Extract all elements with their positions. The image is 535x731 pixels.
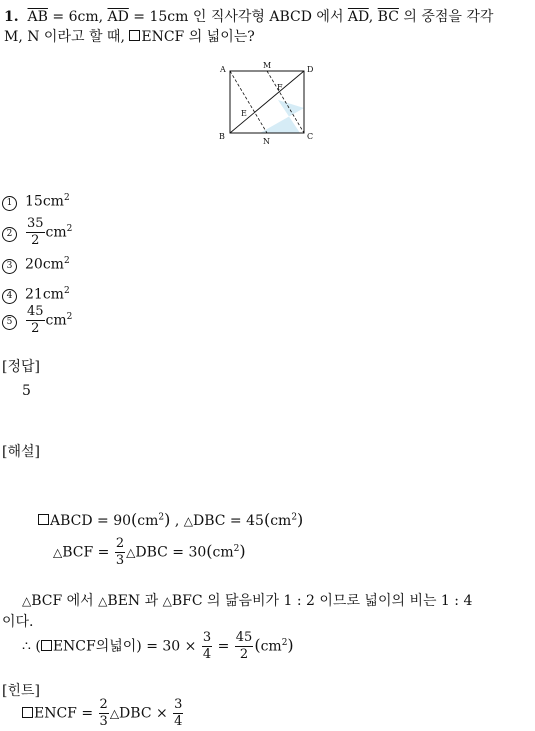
numerator: 3 (174, 697, 183, 712)
choice-5[interactable] (2, 304, 72, 337)
paren-close: ) (239, 541, 246, 561)
paren-open: ( (263, 510, 271, 529)
explanation-eq-1 (38, 510, 303, 529)
separator: , (170, 513, 184, 529)
hint-label: [힌트] (2, 683, 40, 699)
segment-ad: $\overline{AD}$ (107, 9, 129, 25)
fraction (99, 697, 109, 730)
triangle-icon: △ (53, 545, 63, 560)
triangle-icon: △ (98, 594, 108, 608)
answer-label: [정답] (2, 359, 40, 375)
denominator: 2 (239, 647, 249, 662)
question-text-end: 의 중점을 각각 (398, 9, 494, 25)
superscript: 2 (63, 256, 70, 266)
choice-text: 21cm (25, 286, 64, 303)
label-c: C (307, 132, 314, 141)
denominator: 3 (99, 714, 108, 729)
ab-value: = 6cm, (47, 9, 108, 25)
text: BFC 의 닮음비가 1 : 2 이므로 넓이의 비는 1 : 4 (171, 593, 473, 609)
triangle-icon: △ (183, 514, 193, 528)
comma: , (368, 9, 378, 25)
eq-text: BCF = (62, 544, 114, 561)
choice-text: 20cm (25, 256, 64, 273)
unit: cm (45, 312, 67, 329)
superscript: 2 (281, 637, 288, 648)
explanation-label: [해설] (2, 444, 40, 460)
choice-text: 15cm (25, 193, 64, 210)
fraction (202, 630, 212, 663)
choice-number: 2 (2, 227, 17, 242)
square-icon (22, 707, 33, 718)
paren-close: ) (164, 510, 171, 529)
rectangle-figure (210, 58, 325, 150)
eq-text: ENCF의넓이) = 30 × (52, 638, 201, 655)
label-f: F (277, 83, 283, 92)
eq-text: ∴ ( (22, 638, 41, 655)
equals: = (213, 638, 234, 655)
explanation-eq-2 (53, 536, 246, 569)
paren-close: ) (287, 635, 294, 655)
segment-ab: $\overline{AB}$ (27, 9, 48, 25)
superscript: 2 (158, 512, 165, 523)
fraction (26, 304, 45, 337)
superscript: 2 (291, 512, 298, 523)
denominator: 4 (202, 647, 212, 662)
paren-close: ) (297, 510, 304, 529)
explanation-text-line-1 (22, 590, 472, 610)
question-number: 1. (4, 9, 19, 25)
paren-open: ( (131, 510, 138, 529)
label-a: A (220, 65, 226, 74)
superscript: 2 (66, 223, 73, 234)
segment-bc: $\overline{BC}$ (377, 9, 399, 25)
fraction (26, 216, 45, 249)
question-line2-post: ENCF 의 넓이는? (141, 29, 255, 45)
unit: cm (45, 224, 67, 241)
fraction (235, 630, 254, 663)
explanation-text-line-2: 이다. (2, 614, 34, 630)
fraction (115, 536, 125, 569)
segment-ad-2: $\overline{AD}$ (347, 9, 369, 25)
text: BCF 에서 (31, 593, 99, 609)
numerator: 35 (27, 216, 44, 231)
choice-1[interactable] (2, 193, 70, 211)
superscript: 2 (63, 193, 70, 203)
denominator: 3 (115, 553, 125, 568)
unit: cm (270, 513, 292, 529)
numerator: 45 (235, 630, 253, 645)
square-icon (129, 30, 140, 41)
label-d: D (307, 65, 314, 74)
numerator: 3 (202, 630, 212, 645)
denominator: 4 (174, 714, 183, 729)
explanation-eq-3 (22, 630, 294, 663)
choice-number: 1 (2, 196, 17, 211)
eq-text: DBC × (119, 705, 173, 722)
superscript: 2 (233, 543, 240, 554)
triangle-icon: △ (22, 594, 32, 608)
question-line2-pre: M, N 이라고 할 때, (4, 29, 130, 45)
label-b: B (219, 132, 225, 141)
choice-number: 5 (2, 315, 17, 330)
unit: cm (212, 544, 234, 561)
eq-text: ABCD = 90 (50, 513, 132, 529)
shaded-region (260, 100, 304, 133)
answer-value: 5 (22, 383, 31, 399)
eq-text: DBC = 45 (193, 513, 264, 529)
numerator: 45 (27, 304, 44, 319)
choice-4[interactable] (2, 286, 70, 304)
triangle-icon: △ (109, 706, 120, 721)
paren-open: ( (254, 635, 261, 655)
eq-text: DBC = 30 (135, 544, 207, 561)
unit: cm (137, 513, 159, 529)
choice-3[interactable] (2, 256, 70, 274)
triangle-icon: △ (126, 545, 136, 560)
unit: cm (260, 638, 282, 655)
choice-2[interactable] (2, 216, 72, 249)
paren-open: ( (206, 541, 213, 561)
question-line-2 (4, 26, 255, 46)
square-icon (38, 514, 49, 525)
numerator: 2 (99, 697, 108, 712)
superscript: 2 (66, 311, 73, 322)
choice-number: 3 (2, 259, 17, 274)
label-m: M (263, 61, 272, 70)
eq-text: ENCF = (34, 705, 98, 722)
fraction (173, 697, 183, 730)
superscript: 2 (63, 286, 70, 296)
denominator: 2 (31, 321, 40, 336)
label-n: N (263, 137, 270, 146)
square-icon (41, 640, 52, 651)
label-e: E (241, 109, 247, 118)
denominator: 2 (31, 233, 40, 248)
text: BEN 과 (107, 593, 163, 609)
triangle-icon: △ (162, 594, 172, 608)
question-line-1 (4, 6, 493, 26)
choice-number: 4 (2, 289, 17, 304)
numerator: 2 (115, 536, 125, 551)
line-an (230, 71, 267, 133)
hint-eq (22, 697, 184, 730)
question-text-mid: = 15cm 인 직사각형 ABCD 에서 (128, 9, 348, 25)
